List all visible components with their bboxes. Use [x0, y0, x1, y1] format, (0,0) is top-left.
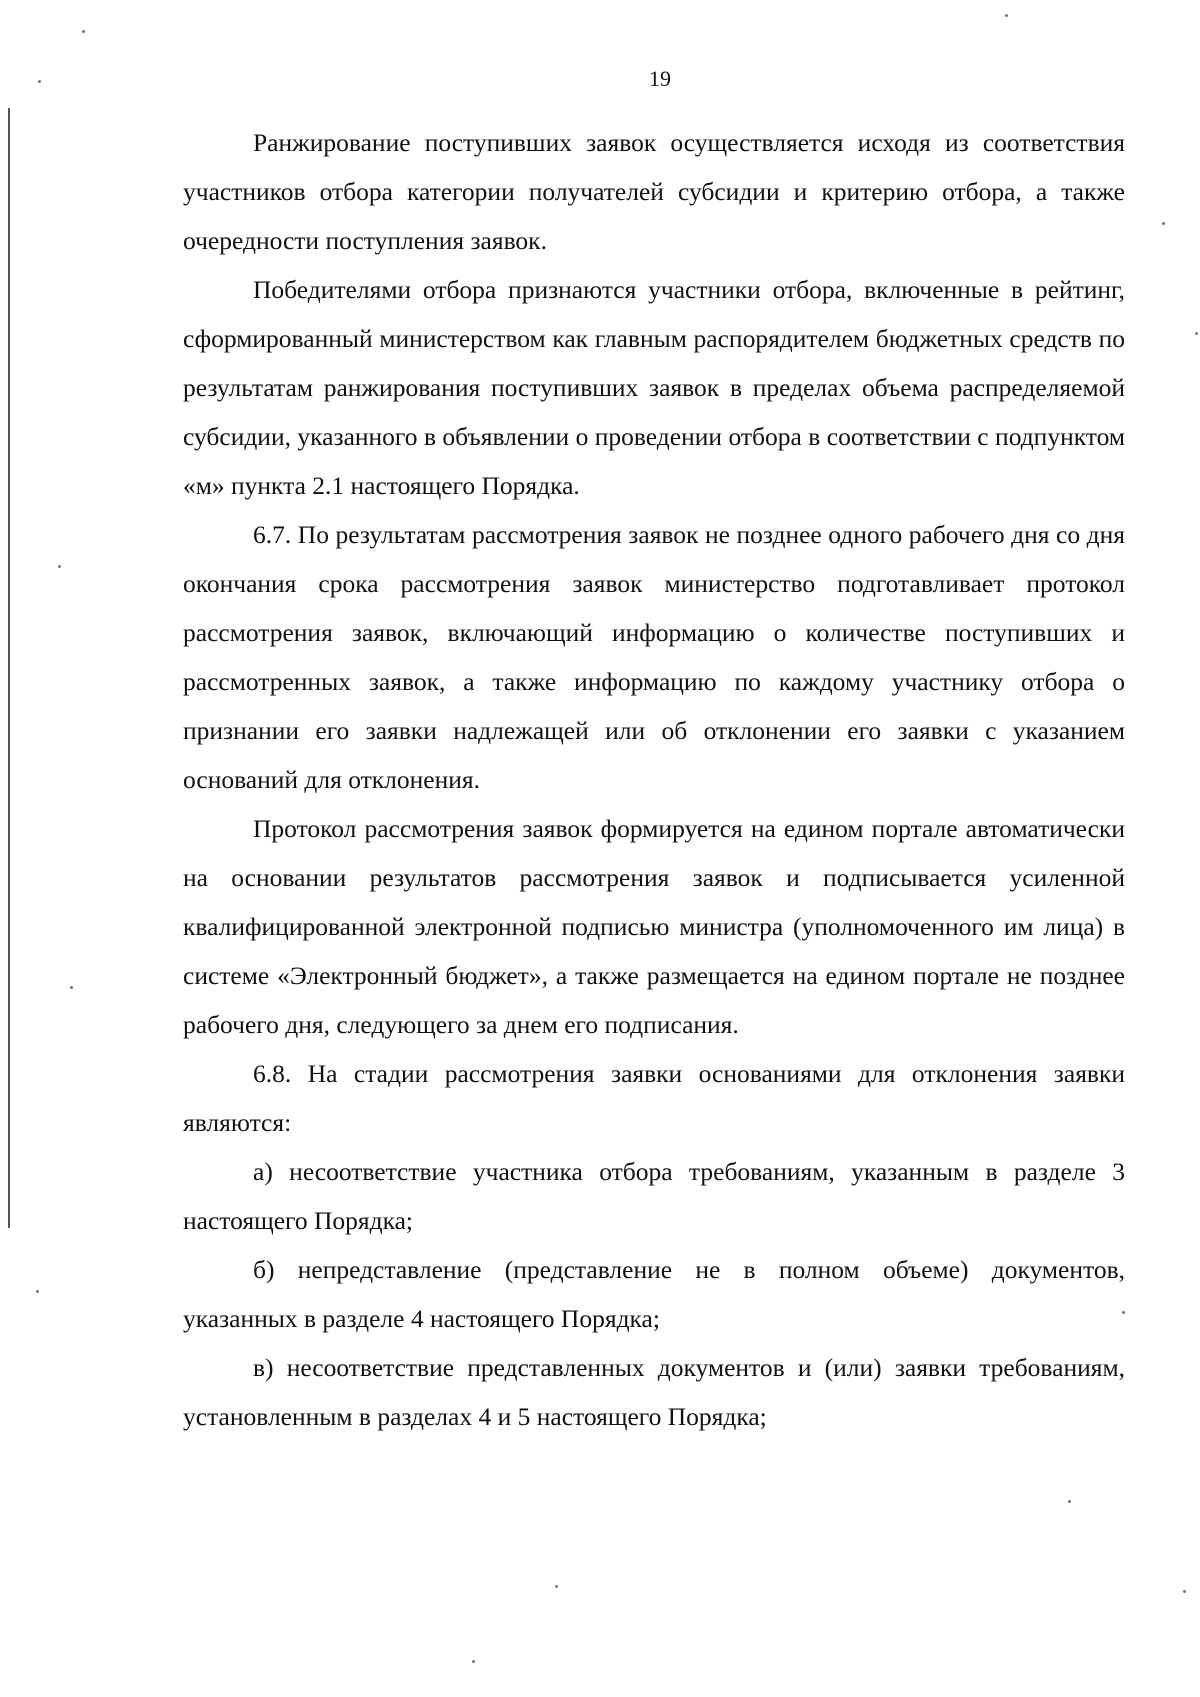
paragraph-ranking: Ранжирование поступивших заявок осуществляется исходя из соответствия участников отбора категории получателей субсидии и критерию отбора, а также очередности поступления заявок. [183, 128, 1125, 255]
scan-edge-line [8, 108, 10, 1228]
list-item-b: б) непредставление (представление не в полном объеме) документов, указанных в разделе 4 настоящего Порядка; [183, 1255, 1125, 1333]
list-item-v: в) несоответствие представленных документов и (или) заявки требованиям, установленным в разделах 4 и 5 настоящего Порядка; [183, 1353, 1125, 1431]
scan-speck [82, 30, 85, 33]
scan-speck [1195, 332, 1198, 335]
scan-speck [36, 1290, 39, 1293]
scan-speck [58, 565, 61, 568]
scan-speck [555, 1585, 558, 1588]
scan-speck [1122, 1311, 1125, 1314]
scan-speck [1068, 1500, 1071, 1503]
scan-speck [38, 80, 41, 83]
scan-speck [1183, 1590, 1186, 1593]
scan-speck [472, 1660, 475, 1663]
paragraph-winners: Победителями отбора признаются участники отбора, включенные в рейтинг, сформированный министерством как главным распорядителем бюджетных средств по результатам ранжирования поступивших заявок в пределах объема распределяемой субсидии, указанного в объявлении о проведении отбора в соответствии с подпунктом «м» пункта 2.1 настоящего Порядка. [183, 275, 1125, 500]
paragraph-6-7: 6.7. По результатам рассмотрения заявок не позднее одного рабочего дня со дня окончания срока рассмотрения заявок министерство подготавливает протокол рассмотрения заявок, включающий информацию о количестве поступивших и рассмотренных заявок, а также информацию по каждому участнику отбора о признании его заявки надлежащей или об отклонении его заявки с указанием оснований для отклонения. [183, 520, 1125, 794]
scan-speck [1162, 222, 1165, 225]
scan-speck [70, 986, 73, 989]
paragraph-protocol: Протокол рассмотрения заявок формируется на едином портале автоматически на основании результатов рассмотрения заявок и подписывается усиленной квалифицированной электронной подписью министра (уполномоченного им лица) в системе «Электронный бюджет», а также размещается на едином портале не позднее рабочего дня, следующего за днем его подписания. [183, 814, 1125, 1039]
scan-speck [1005, 14, 1008, 17]
list-item-a: а) несоответствие участника отбора требованиям, указанным в разделе 3 настоящего Порядка; [183, 1157, 1125, 1235]
page-number: 19 [649, 66, 671, 91]
document-body [183, 118, 1125, 1441]
paragraph-6-8: 6.8. На стадии рассмотрения заявки основаниями для отклонения заявки являются: [183, 1059, 1125, 1137]
